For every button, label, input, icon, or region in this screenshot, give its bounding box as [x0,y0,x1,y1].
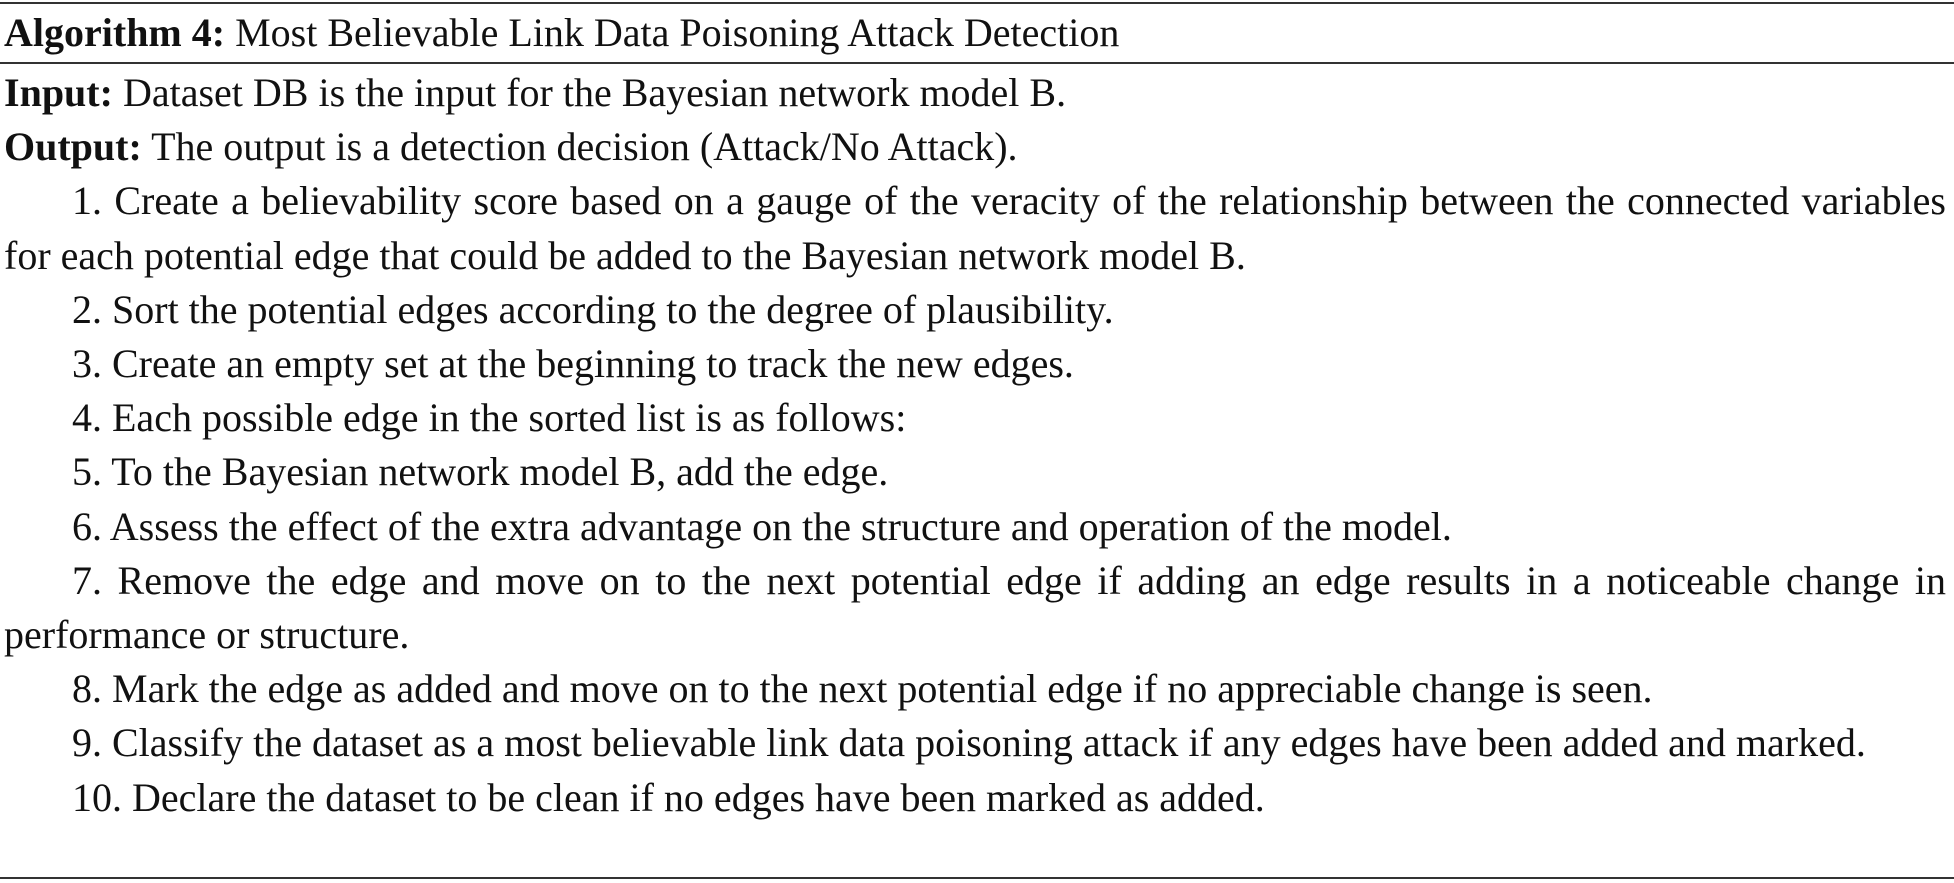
output-label: Output: [4,124,142,170]
step-5: 5. To the Bayesian network model B, add the edge. [72,449,889,495]
algorithm-header [4,4,1119,62]
algorithm-body [0,66,1950,825]
step-6: 6. Assess the effect of the extra advantage on the structure and operation of the model. [72,503,1452,549]
algorithm-title: Most Believable Link Data Poisoning Attack Detection [235,10,1120,55]
step-1: 1. Create a believability score based on a gauge of the veracity of the relationship between the connected variables for each potential edge that could be added to the Bayesian network model B. [4,178,1946,278]
step-2: 2. Sort the potential edges according to the degree of plausibility. [72,286,1114,332]
input-line [0,66,1950,120]
header-rule [0,62,1954,64]
step-7: 7. Remove the edge and move on to the next potential edge if adding an edge results in a noticeable change in performance or structure. [4,557,1946,658]
step-10: 10. Declare the dataset to be clean if no edges have been marked as added. [72,774,1265,820]
input-label: Input: [4,70,113,115]
algorithm-number: Algorithm 4: [4,10,226,55]
step-4: 4. Each possible edge in the sorted list is as follows: [72,395,907,441]
output-line [0,120,1950,174]
input-text: Dataset DB is the input for the Bayesian network model B. [122,70,1067,115]
step-8: 8. Mark the edge as added and move on to the next potential edge if no appreciable change is seen. [72,666,1653,712]
step-3: 3. Create an empty set at the beginning to track the new edges. [72,341,1074,387]
step-9: 9. Classify the dataset as a most believable link data poisoning attack if any edges have been added and marked. [72,720,1866,766]
output-text: The output is a detection decision (Attack/No Attack). [151,124,1018,170]
bottom-rule [0,877,1954,879]
